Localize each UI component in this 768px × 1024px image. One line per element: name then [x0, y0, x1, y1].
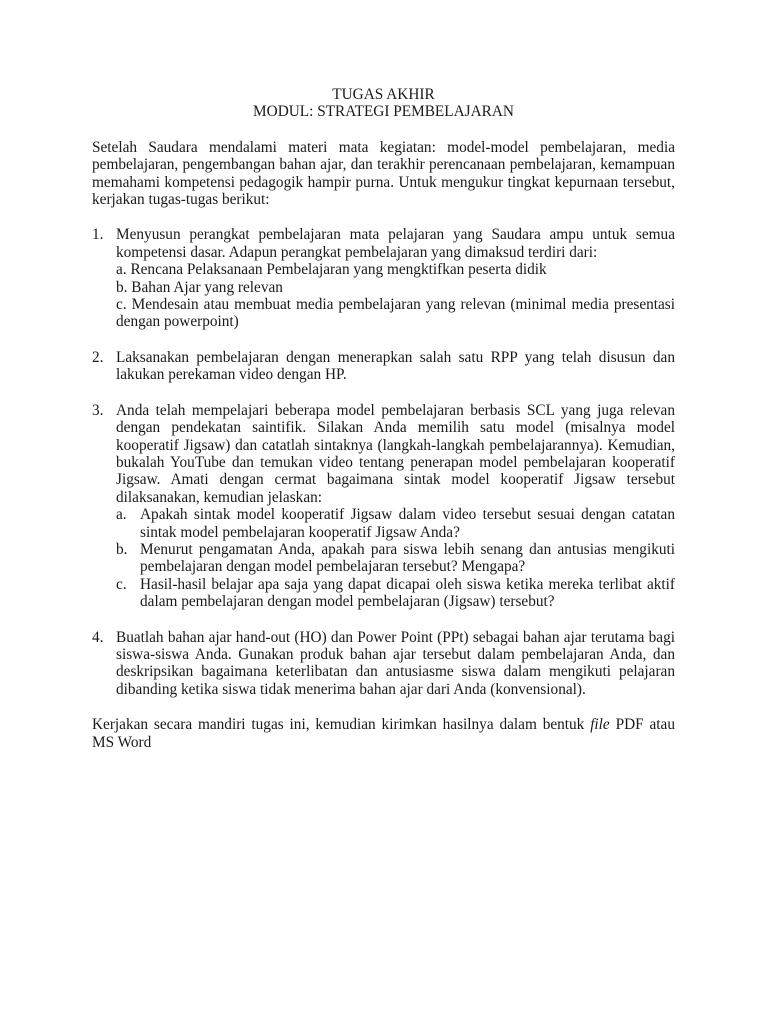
- task-subline: c. Mendesain atau membuat media pembelajaran yang relevan (minimal media presentasi dengan powerpoint): [116, 296, 675, 331]
- task-item-3: [92, 402, 675, 611]
- subitem-text: Hasil-hasil belajar apa saja yang dapat dicapai oleh siswa ketika mereka terlibat aktif dalam pembelajaran dengan model pembelajaran (Jigsaw) tersebut?: [140, 575, 675, 611]
- subitem-letter: a.: [116, 506, 127, 524]
- task-subline: a. Rencana Pelaksanaan Pembelajaran yang mengktifkan peserta didik: [116, 261, 547, 279]
- subitem-text: Menurut pengamatan Anda, apakah para siswa lebih senang dan antusias mengikuti pembelajaran dengan model pembelajaran tersebut? Mengapa?: [140, 540, 675, 576]
- subitem-letter: b.: [116, 540, 128, 558]
- task-item-2: [92, 349, 675, 384]
- task-subitem: [116, 541, 675, 576]
- task-number: 4.: [92, 628, 104, 646]
- document-subtitle: MODUL: STRATEGI PEMBELAJARAN: [253, 103, 514, 121]
- closing-text-after: PDF atau MS Word: [92, 716, 675, 751]
- closing-emphasis: file: [590, 716, 610, 734]
- task-text: Anda telah mempelajari beberapa model pembelajaran berbasis SCL yang juga relevan dengan pendekatan saintifik. Silakan Anda memilih satu model (misalnya model kooperatif Jigsaw) dan catatlah sintaknya (langkah-langkah pembelajarannya). Kemudian, bukalah YouTube dan temukan video tentang penerapan model pembelajaran kooperatif Jigsaw. Amati dengan cermat bagaimana sintak model kooperatif Jigsaw tersebut dilaksanakan, kemudian jelaskan:: [116, 401, 675, 506]
- task-item-4: [92, 629, 675, 699]
- task-list: [92, 226, 675, 698]
- task-subitem-list: [116, 506, 675, 610]
- subitem-letter: c.: [116, 575, 127, 593]
- document-heading: [92, 86, 675, 121]
- closing-paragraph: [92, 716, 675, 751]
- task-number: 1.: [92, 226, 104, 244]
- document-title: TUGAS AKHIR: [332, 86, 435, 103]
- document-page: [92, 86, 675, 751]
- task-subitem: [116, 576, 675, 611]
- task-number: 3.: [92, 401, 104, 419]
- task-text: Menyusun perangkat pembelajaran mata pelajaran yang Saudara ampu untuk semua kompetensi dasar. Adapun perangkat pembelajaran yang dimaksud terdiri dari:: [116, 226, 675, 261]
- task-item-1: [92, 226, 675, 330]
- closing-text-before: Kerjakan secara mandiri tugas ini, kemudian kirimkan hasilnya dalam bentuk: [92, 716, 591, 734]
- task-text: Laksanakan pembelajaran dengan menerapkan salah satu RPP yang telah disusun dan lakukan perekaman video dengan HP.: [116, 348, 675, 384]
- intro-paragraph: Setelah Saudara mendalami materi mata kegiatan: model-model pembelajaran, media pembelajaran, pengembangan bahan ajar, dan terakhir perencanaan pembelajaran, kemampuan memahami kompetensi pedagogik hampir purna. Untuk mengukur tingkat kepurnaan tersebut, kerjakan tugas-tugas berikut:: [92, 138, 675, 209]
- task-subitem: [116, 506, 675, 541]
- task-number: 2.: [92, 348, 104, 366]
- task-subline: b. Bahan Ajar yang relevan: [116, 278, 283, 296]
- task-text: Buatlah bahan ajar hand-out (HO) dan Power Point (PPt) sebagai bahan ajar terutama bagi siswa-siswa Anda. Gunakan produk bahan ajar tersebut dalam pembelajaran Anda, dan deskripsikan bagaimana keterlibatan dan antusiasme siswa dalam mengikuti pelajaran dibanding ketika siswa tidak menerima bahan ajar dari Anda (konvensional).: [116, 628, 675, 698]
- subitem-text: Apakah sintak model kooperatif Jigsaw dalam video tersebut sesuai dengan catatan sintak model pembelajaran kooperatif Jigsaw Anda?: [140, 506, 675, 541]
